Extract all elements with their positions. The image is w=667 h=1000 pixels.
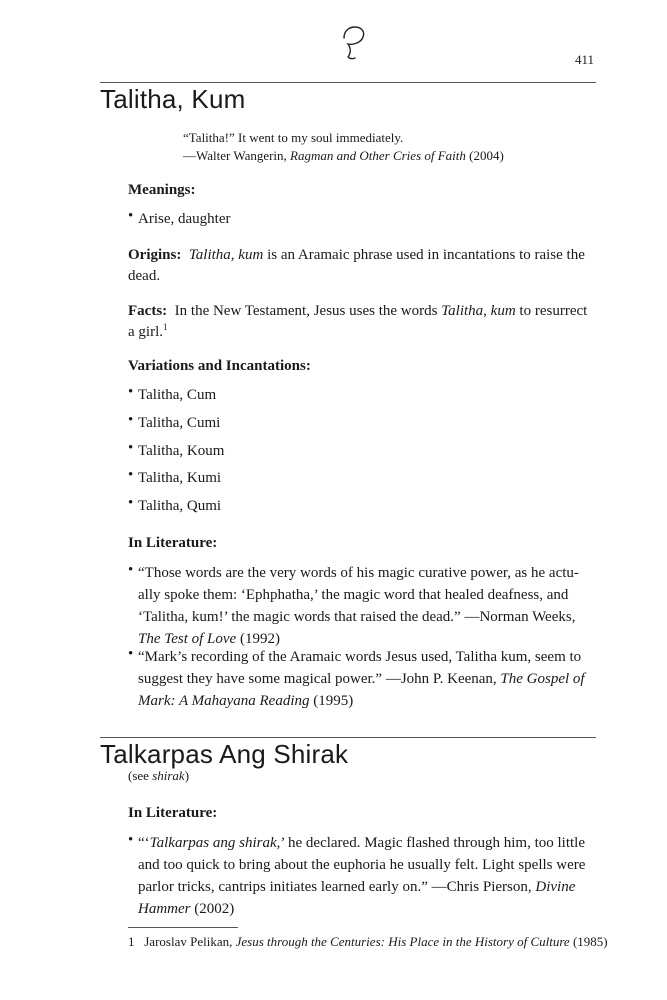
entry-divider <box>100 82 596 83</box>
variations-heading: Variations and Incantations: <box>128 358 311 374</box>
bullet: • <box>128 832 134 848</box>
bullet: • <box>128 646 134 662</box>
bullet: • <box>128 562 134 578</box>
page-number: 411 <box>574 52 594 67</box>
entry-divider <box>100 737 596 738</box>
meanings-heading: Meanings: <box>128 182 196 198</box>
footnote-ref: 1 <box>163 322 168 332</box>
variation-item: Talitha, Cum <box>138 387 217 403</box>
literature-quote: “Those words are the very words of his magic curative power, as he actu- ally spoke them: ‘Ephphatha,’ the magic word that healed deafness, and ‘Talitha, kum!’ the magic words that raised the dead.” —Norman Weeks, The Test of Love (1992) <box>138 565 579 647</box>
facts-paragraph: Facts: In the New Testament, Jesus uses the words Talitha, kum to resurrect a girl.$^1$ <box>128 303 588 340</box>
epigraph-attribution: —Walter Wangerin, Ragman and Other Cries of Faith (2004) <box>183 148 504 163</box>
literature-quote: “‘Talkarpas ang shirak,’ he declared. Magic flashed through him, too little and too quick to bring about the euphoria he usually felt. Light spells were parlor tricks, cantrips initiates learned early on.” —Chris Pierson, Divine Hammer (2002) <box>138 835 586 917</box>
bullet: • <box>128 467 134 483</box>
entry-title: Talitha, Kum <box>100 84 246 114</box>
bullet: • <box>128 412 134 428</box>
literature-quote: “Mark’s recording of the Aramaic words Jesus used, Talitha kum, seem to suggest they have some magical power.” —John P. Keenan, The Gospel of Mark: A Mahayana Reading (1995) <box>138 649 585 709</box>
bullet: • <box>128 495 134 511</box>
bullet: • <box>128 384 134 400</box>
epigraph <box>183 129 504 165</box>
cross-reference: (see shirak) <box>128 768 190 783</box>
variation-item: Talitha, Kumi <box>138 470 222 486</box>
variation-item: Talitha, Koum <box>138 443 225 459</box>
bullet: • <box>128 208 134 224</box>
entry-title: Talkarpas Ang Shirak <box>100 739 349 769</box>
epigraph-quote: “Talitha!” It went to my soul immediately. <box>183 130 404 145</box>
variation-item: Talitha, Qumi <box>138 498 222 514</box>
literature-heading: In Literature: <box>128 805 218 821</box>
footnote-divider <box>128 927 238 928</box>
variation-item: Talitha, Cumi <box>138 415 221 431</box>
origins-paragraph: Origins: Talitha, kum is an Aramaic phrase used in incantations to raise the dead. <box>128 247 585 284</box>
footnote: 1 Jaroslav Pelikan, Jesus through the Centuries: His Place in the History of Culture (1985) <box>128 934 608 949</box>
bullet: • <box>128 440 134 456</box>
meaning-item: Arise, daughter <box>138 211 231 227</box>
letter-p-ornament-icon <box>338 24 368 62</box>
literature-heading: In Literature: <box>128 535 218 551</box>
